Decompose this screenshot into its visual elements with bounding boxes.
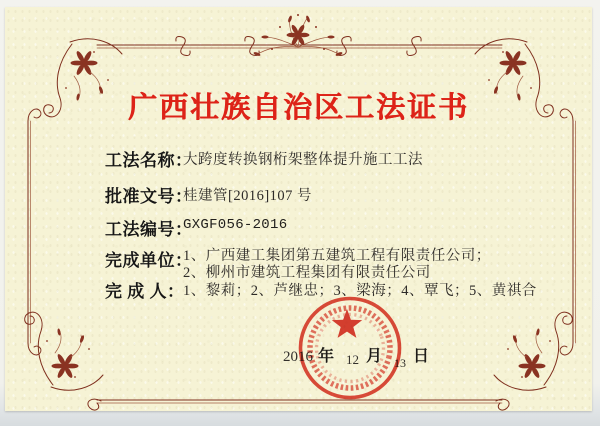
field-label-completing-people: 完 成 人： bbox=[105, 282, 185, 301]
corner-flourish-bottom-right bbox=[494, 312, 572, 390]
field-row-method-name bbox=[105, 146, 423, 171]
field-row-approval-number bbox=[105, 182, 312, 207]
issue-date-year-unit: 年 bbox=[318, 348, 335, 365]
corner-flourish-bottom-left bbox=[25, 312, 103, 390]
field-label-method-code: 工法编号： bbox=[105, 220, 193, 239]
field-value-method-name: 大跨度转换钢桁架整体提升施工工法 bbox=[183, 152, 423, 168]
issue-date-month: 12 bbox=[346, 352, 360, 367]
certificate-title: 广西壮族自治区工法证书 bbox=[127, 92, 469, 124]
red-star-official-seal-icon bbox=[288, 286, 412, 410]
completing-unit-line-1: 1、广西建工集团第五建筑工程有限责任公司； bbox=[183, 248, 491, 264]
certificate-paper bbox=[5, 7, 592, 411]
issue-date-day: 13 bbox=[394, 356, 407, 370]
issue-date-day-unit: 日 bbox=[413, 348, 430, 365]
field-value-method-code: GXGF056-2016 bbox=[183, 217, 288, 233]
field-value-approval-number: 桂建管[2016]107 号 bbox=[183, 188, 313, 204]
issue-date-year: 2016 bbox=[283, 349, 313, 365]
field-value-completing-units bbox=[183, 246, 491, 281]
field-row-method-code bbox=[105, 215, 287, 240]
field-row-completing-units bbox=[105, 246, 491, 281]
issue-date-month-unit: 月 bbox=[366, 348, 383, 365]
field-label-approval-number: 批准文号： bbox=[105, 187, 193, 206]
field-label-completing-units: 完成单位： bbox=[105, 251, 193, 270]
completing-unit-line-2: 2、柳州市建筑工程集团有限责任公司 bbox=[183, 264, 431, 281]
field-label-method-name: 工法名称： bbox=[105, 151, 193, 170]
field-value-completing-people: 1、黎莉；2、芦继忠；3、梁海；4、覃飞；5、黄祺合 bbox=[183, 283, 537, 299]
top-center-bouquet bbox=[253, 14, 343, 57]
